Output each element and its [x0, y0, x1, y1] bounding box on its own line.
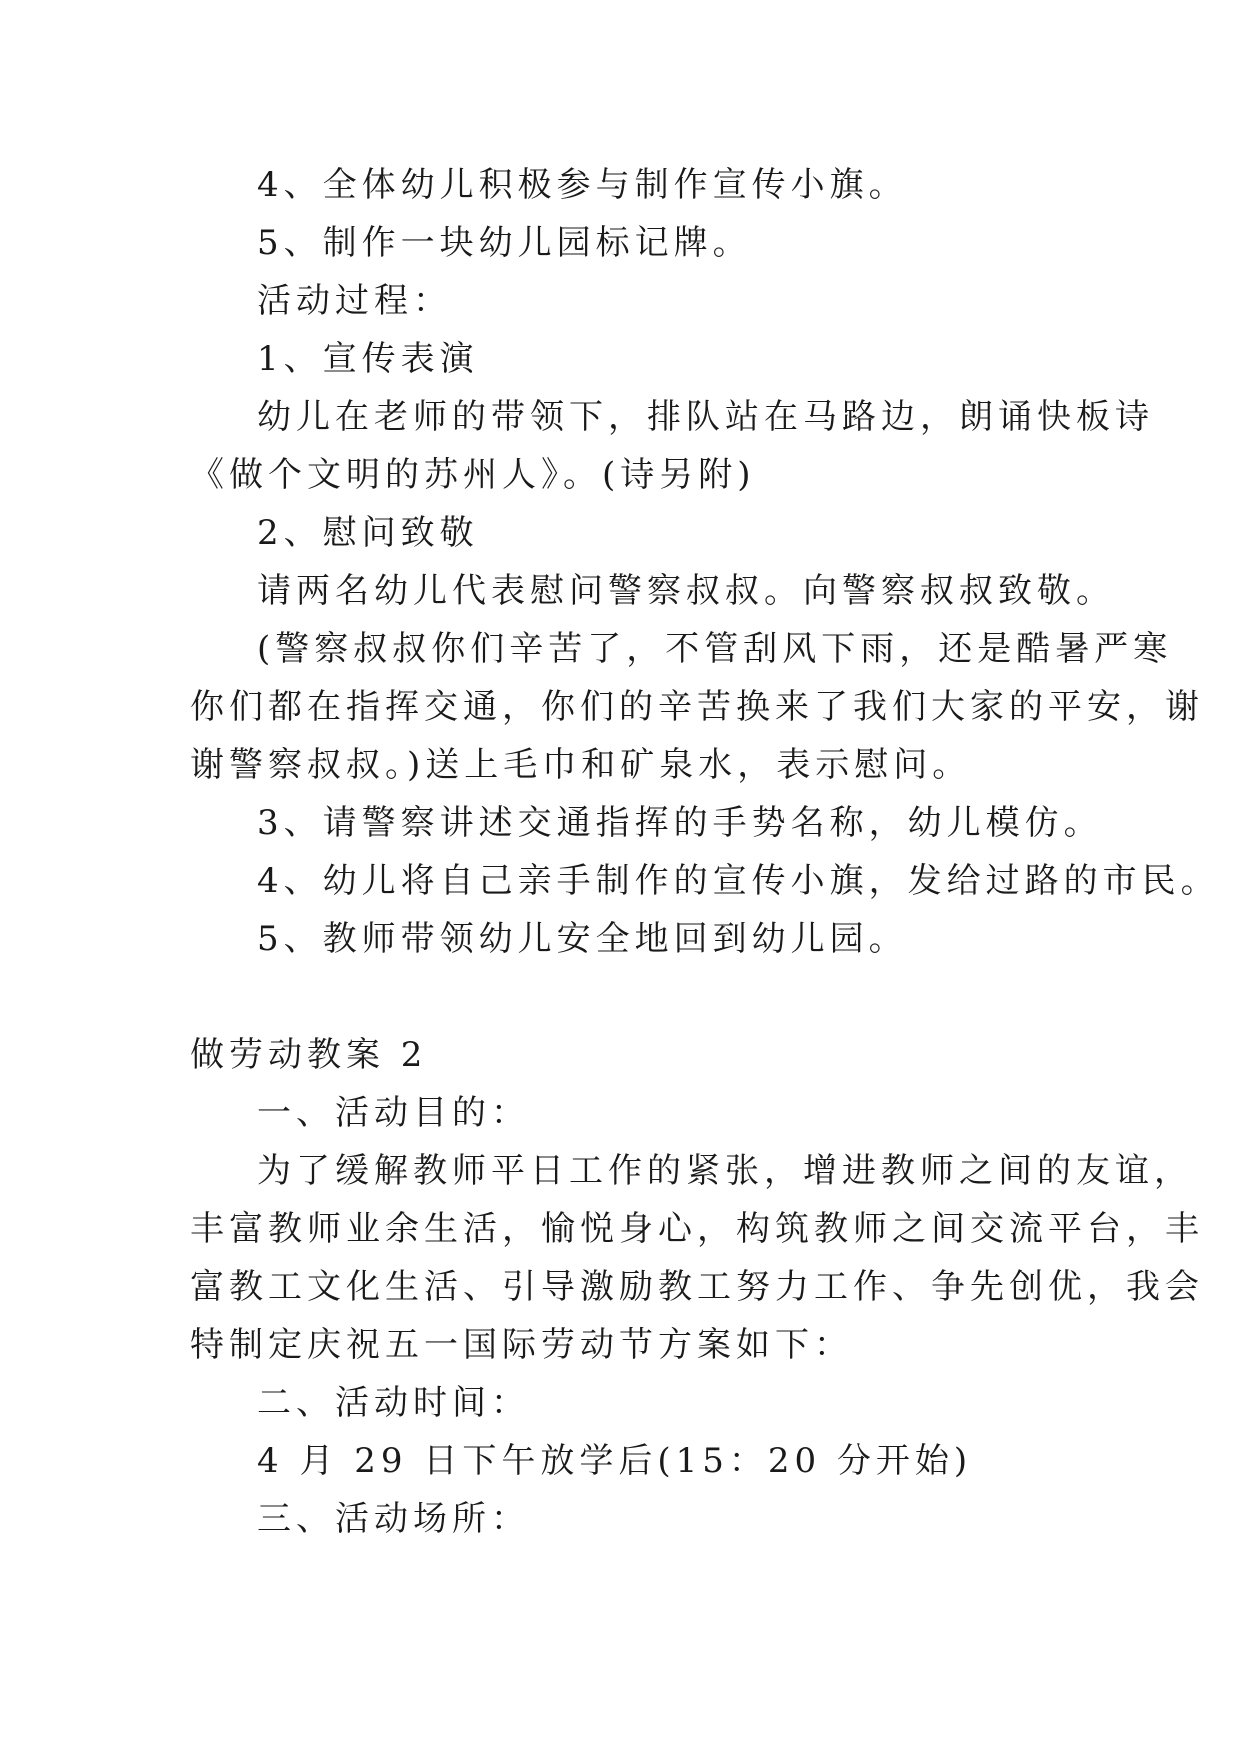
- list-item: 5、教师带领幼儿安全地回到幼儿园。: [257, 919, 908, 959]
- paragraph-line: 请两名幼儿代表慰问警察叔叔。向警察叔叔致敬。: [257, 571, 1115, 611]
- paragraph-line: 4 月 29 日下午放学后(15：20 分开始): [257, 1441, 973, 1481]
- list-item: 2、慰问致敬: [257, 513, 479, 553]
- section-heading: 一、活动目的：: [257, 1093, 530, 1133]
- list-item: 5、制作一块幼儿园标记牌。: [257, 223, 752, 263]
- paragraph-line: 幼儿在老师的带领下，排队站在马路边，朗诵快板诗: [257, 397, 1154, 437]
- section-heading: 活动过程：: [257, 281, 452, 321]
- list-item: 3、请警察讲述交通指挥的手势名称，幼儿模仿。: [257, 803, 1103, 843]
- paragraph-line: 谢警察叔叔。)送上毛巾和矿泉水，表示慰问。: [190, 745, 972, 785]
- paragraph-line: 《做个文明的苏州人》。(诗另附): [190, 455, 756, 495]
- paragraph-line: 富教工文化生活、引导激励教工努力工作、争先创优，我会: [190, 1267, 1204, 1307]
- document-title: 做劳动教案 2: [190, 1035, 428, 1075]
- paragraph-line: 特制定庆祝五一国际劳动节方案如下：: [190, 1325, 853, 1365]
- section-heading: 三、活动场所：: [257, 1499, 530, 1539]
- list-item: 1、宣传表演: [257, 339, 479, 379]
- paragraph-line: 你们都在指挥交通，你们的辛苦换来了我们大家的平安，谢: [190, 687, 1204, 727]
- list-item: 4、幼儿将自己亲手制作的宣传小旗，发给过路的市民。: [257, 861, 1220, 901]
- list-item: 4、全体幼儿积极参与制作宣传小旗。: [257, 165, 908, 205]
- paragraph-line: 为了缓解教师平日工作的紧张，增进教师之间的友谊，: [257, 1151, 1193, 1191]
- section-heading: 二、活动时间：: [257, 1383, 530, 1423]
- paragraph-line: 丰富教师业余生活，愉悦身心，构筑教师之间交流平台，丰: [190, 1209, 1204, 1249]
- paragraph-line: (警察叔叔你们辛苦了，不管刮风下雨，还是酷暑严寒: [257, 629, 1173, 669]
